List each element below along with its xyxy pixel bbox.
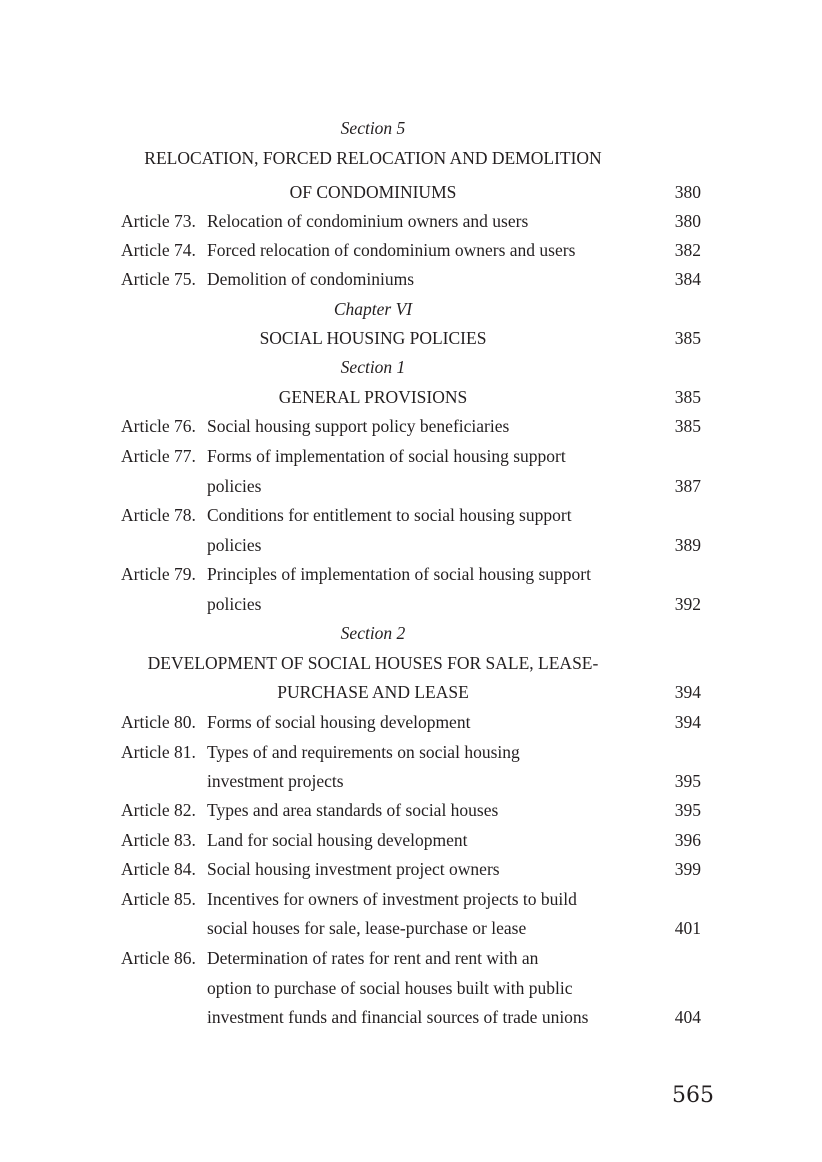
section-title-continued: OF CONDOMINIUMS: [289, 182, 457, 202]
toc-entry-article75[interactable]: [0, 265, 822, 295]
toc-entry-article84[interactable]: [0, 855, 822, 885]
article-label: Article 80.: [121, 712, 196, 732]
article-title: Demolition of condominiums: [207, 269, 415, 289]
page-number: 401: [674, 918, 701, 938]
toc-entry-article77[interactable]: [0, 442, 822, 472]
toc-entry-article77-continued[interactable]: [0, 472, 822, 502]
toc-entry-article78-continued[interactable]: [0, 531, 822, 561]
article-label: Article 85.: [121, 889, 196, 909]
page-number: 380: [674, 182, 701, 202]
page-number: 382: [674, 240, 701, 260]
article-title: Relocation of condominium owners and users: [207, 211, 529, 231]
article-title: Determination of rates for rent and rent with an: [207, 948, 539, 968]
toc-entry-article86-continued: [0, 974, 822, 1004]
page-number: 385: [674, 387, 701, 407]
section-title-continued: PURCHASE AND LEASE: [277, 682, 469, 702]
toc-entry-article86[interactable]: [0, 944, 822, 974]
article-label: Article 83.: [121, 830, 196, 850]
article-label: Article 82.: [121, 800, 196, 820]
toc-entry-chapter6[interactable]: [0, 324, 822, 354]
page-folio-number: 565: [672, 1083, 714, 1108]
toc-entry-section1[interactable]: [0, 383, 822, 413]
article-title: Principles of implementation of social housing support: [207, 564, 591, 584]
article-title: Social housing investment project owners: [207, 859, 500, 879]
article-title-continued: policies: [207, 535, 262, 555]
article-title: Land for social housing development: [207, 830, 468, 850]
page-number: 385: [674, 328, 701, 348]
page-number: 399: [674, 859, 701, 879]
article-label: Article 73.: [121, 211, 196, 231]
page-number: 384: [674, 269, 701, 289]
toc-entry-article79-continued[interactable]: [0, 590, 822, 620]
toc-entry-article81[interactable]: [0, 738, 822, 768]
article-title-continued: policies: [207, 594, 262, 614]
article-label: Article 86.: [121, 948, 196, 968]
page-number: 404: [674, 1007, 701, 1027]
article-title: Forms of social housing development: [207, 712, 471, 732]
article-label: Article 75.: [121, 269, 196, 289]
toc-entry-article76[interactable]: [0, 412, 822, 442]
article-label: Article 76.: [121, 416, 196, 436]
article-title: Conditions for entitlement to social housing support: [207, 505, 572, 525]
article-label: Article 84.: [121, 859, 196, 879]
toc-entry-article79[interactable]: [0, 560, 822, 590]
article-title-continued: social houses for sale, lease-purchase or lease: [207, 918, 527, 938]
article-label: Article 78.: [121, 505, 196, 525]
page-number: 392: [674, 594, 701, 614]
toc-entry-article74[interactable]: [0, 236, 822, 266]
section-title: DEVELOPMENT OF SOCIAL HOUSES FOR SALE, LEASE-: [147, 653, 599, 673]
section-heading-label: Section 2: [340, 623, 406, 643]
article-label: Article 81.: [121, 742, 196, 762]
toc-entry-article85-continued[interactable]: [0, 914, 822, 944]
article-title: Incentives for owners of investment projects to build: [207, 889, 577, 909]
article-title: Forced relocation of condominium owners and users: [207, 240, 576, 260]
article-title: Forms of implementation of social housing support: [207, 446, 566, 466]
article-title-continued: investment projects: [207, 771, 344, 791]
toc-entry-article83[interactable]: [0, 826, 822, 856]
toc-entry-article80[interactable]: [0, 708, 822, 738]
article-title: Types and area standards of social houses: [207, 800, 499, 820]
toc-entry-article78[interactable]: [0, 501, 822, 531]
page-number: 387: [674, 476, 701, 496]
section-heading-label: Section 5: [340, 118, 406, 138]
chapter-title: SOCIAL HOUSING POLICIES: [259, 328, 487, 348]
toc-entry-article85[interactable]: [0, 885, 822, 915]
page-number: 395: [674, 800, 701, 820]
page-number: 394: [674, 682, 701, 702]
section-heading-label: Section 1: [340, 357, 406, 377]
toc-entry-section5: [0, 178, 822, 208]
article-label: Article 79.: [121, 564, 196, 584]
page-number: 396: [674, 830, 701, 850]
article-title-continued: investment funds and financial sources of trade unions: [207, 1007, 589, 1027]
article-title: Types of and requirements on social housing: [207, 742, 520, 762]
section-title: GENERAL PROVISIONS: [278, 387, 468, 407]
toc-entry-article73[interactable]: [0, 207, 822, 237]
page-number: 395: [674, 771, 701, 791]
toc-entry-article82[interactable]: [0, 796, 822, 826]
page-number: 389: [674, 535, 701, 555]
toc-entry-article86-continued-2[interactable]: [0, 1003, 822, 1033]
toc-entry-article81-continued[interactable]: [0, 767, 822, 797]
page-number: 380: [674, 211, 701, 231]
article-label: Article 77.: [121, 446, 196, 466]
page-number: 385: [674, 416, 701, 436]
toc-entry-section2[interactable]: [0, 678, 822, 708]
chapter-heading-label: Chapter VI: [333, 299, 413, 319]
article-label: Article 74.: [121, 240, 196, 260]
section-title: RELOCATION, FORCED RELOCATION AND DEMOLITION: [144, 148, 602, 168]
article-title: Social housing support policy beneficiaries: [207, 416, 510, 436]
page-number: 394: [674, 712, 701, 732]
article-title-continued: option to purchase of social houses built with public: [207, 978, 573, 998]
article-title-continued: policies: [207, 476, 262, 496]
